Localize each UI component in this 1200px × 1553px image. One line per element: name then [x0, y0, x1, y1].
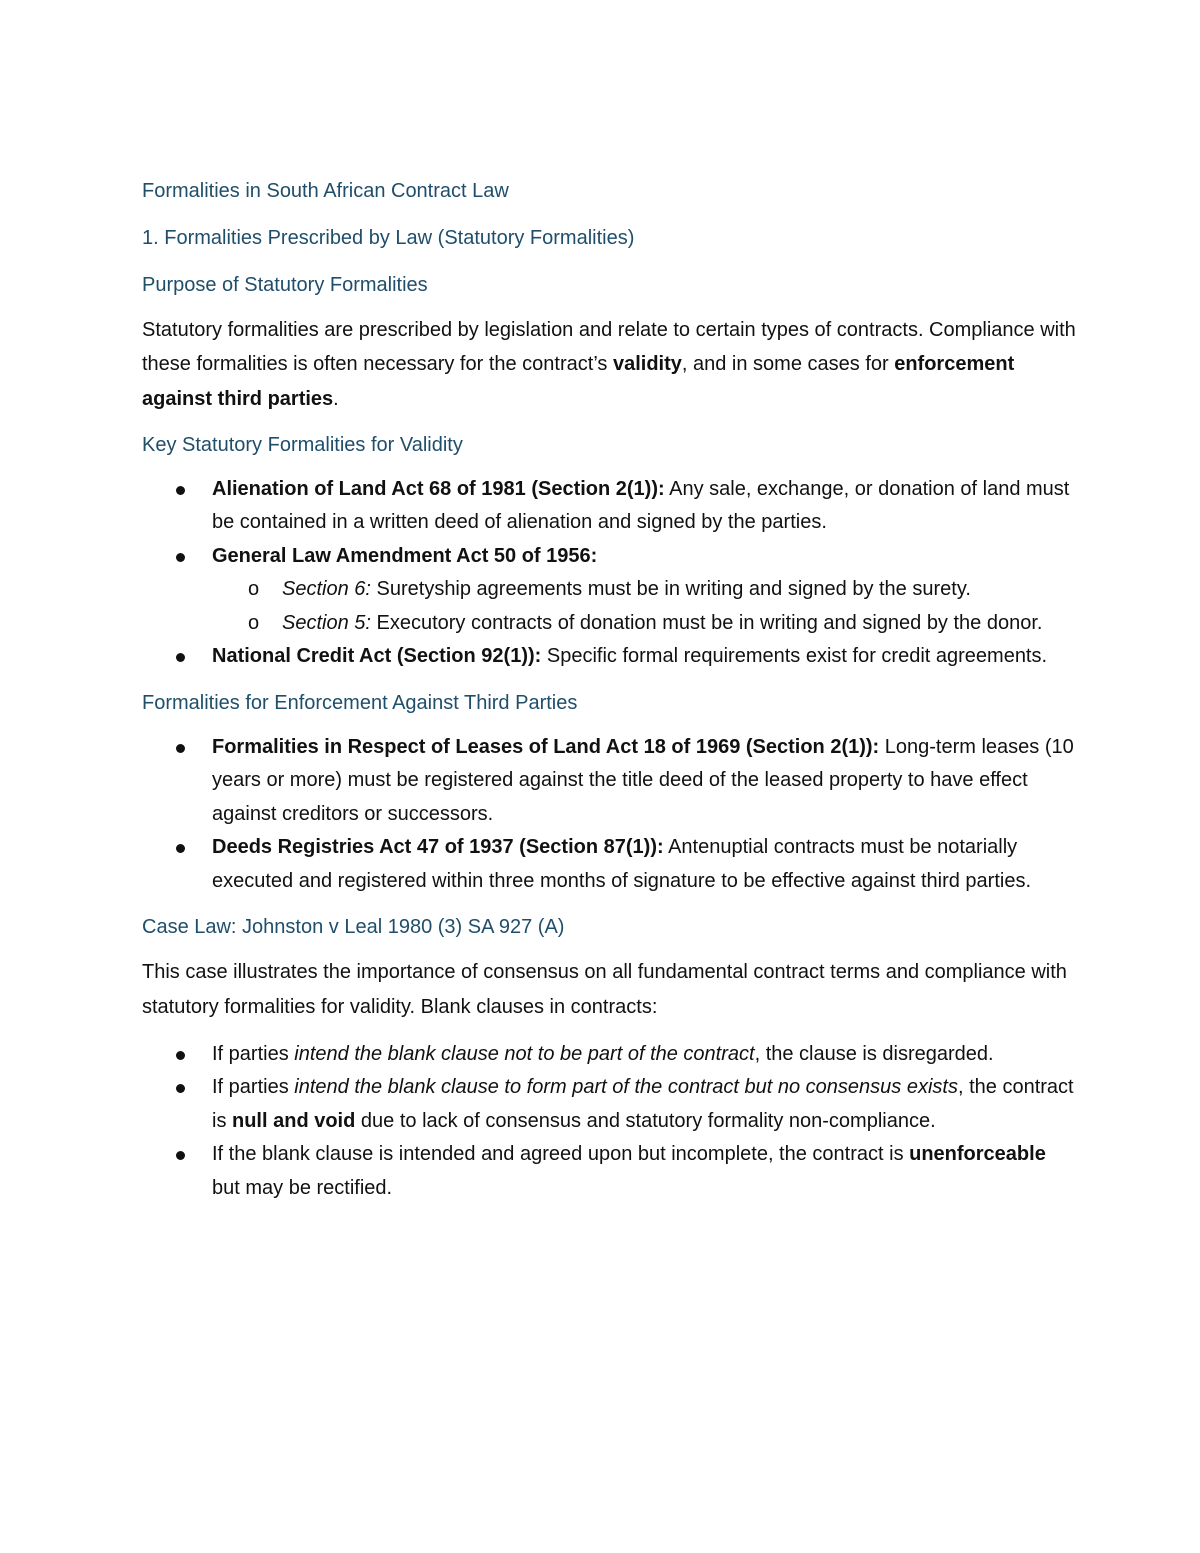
sub-list-item [212, 573, 1077, 607]
sub-list [212, 573, 1077, 640]
purpose-heading: Purpose of Statutory Formalities [142, 274, 428, 296]
case-law-list [142, 1038, 1077, 1206]
bullet-icon [176, 1051, 185, 1060]
list-item [142, 540, 1077, 574]
list-item [142, 1071, 1077, 1138]
bullet-icon [176, 1084, 185, 1093]
italic-run: intend the blank clause to form part of the contract but no consensus exists [294, 1076, 958, 1099]
bullet-icon [176, 1151, 185, 1160]
text-run: . [333, 387, 339, 410]
bold-run: enforcement against third parties [142, 353, 1015, 410]
text-run: Executory contracts of donation must be in writing and signed by the donor. [370, 611, 1043, 634]
third-parties-list [142, 731, 1077, 899]
document-title: Formalities in South African Contract Law [142, 180, 509, 202]
text-run: , the clause is disregarded. [754, 1042, 994, 1065]
text-run: , and in some cases for [681, 353, 895, 376]
bullet-icon [176, 844, 185, 853]
list-item [142, 1038, 1077, 1072]
text-run: Specific formal requirements exist for credit agreements. [541, 645, 1048, 668]
text-run: If parties [212, 1042, 295, 1065]
third-parties-heading: Formalities for Enforcement Against Third Parties [142, 691, 578, 714]
list-item [142, 731, 1077, 832]
bullet-icon [176, 744, 185, 753]
bold-run: Formalities in Respect of Leases of Land Act 18 of 1969 (Section 2(1)): [212, 735, 880, 758]
italic-run: intend the blank clause not to be part of the contract [294, 1042, 755, 1065]
text-run: but may be rectified. [212, 1176, 393, 1199]
bullet-icon [176, 486, 185, 495]
text-run: If parties [212, 1076, 295, 1099]
italic-run: Section 6: [282, 578, 371, 601]
list-item [142, 473, 1077, 540]
validity-heading: Key Statutory Formalities for Validity [142, 433, 463, 456]
text-run: Antenuptial contracts must be notarially executed and registered within three months of signature to be effective against third parties. [212, 836, 1032, 892]
text-run: due to lack of consensus and statutory formality non-compliance. [355, 1109, 936, 1132]
bold-run: National Credit Act (Section 92(1)): [212, 645, 542, 668]
text-run: , the contract is [212, 1076, 1074, 1132]
italic-run: Section 5: [282, 611, 371, 634]
text-run: Suretyship agreements must be in writing and signed by the surety. [370, 578, 971, 601]
text-run: If the blank clause is intended and agreed upon but incomplete, the contract is [212, 1143, 910, 1166]
circle-bullet-icon: o [248, 578, 260, 601]
text-run: Any sale, exchange, or donation of land must be contained in a written deed of alienation and signed by the parties. [212, 477, 1070, 534]
section-heading: 1. Formalities Prescribed by Law (Statutory Formalities) [142, 227, 635, 249]
bold-run: null and void [232, 1109, 356, 1132]
bullet-icon [176, 653, 185, 662]
bullet-icon [176, 553, 185, 562]
bold-run: Alienation of Land Act 68 of 1981 (Section 2(1)): [212, 477, 665, 500]
bold-run: unenforceable [909, 1143, 1046, 1166]
sub-list-item [212, 607, 1077, 641]
list-item [142, 1138, 1077, 1205]
document-content [142, 176, 1077, 1219]
list-item [142, 640, 1077, 674]
text-run: Long-term leases (10 years or more) must be registered against the title deed of the leased property to have effect against creditors or successors. [212, 735, 1074, 825]
bold-run: validity [612, 353, 682, 376]
case-law-intro: This case illustrates the importance of consensus on all fundamental contract terms and compliance with statutory formalities for validity. Blank clauses in contracts: [142, 961, 1067, 1018]
text-run: Statutory formalities are prescribed by legislation and relate to certain types of contracts. Compliance with these formalities is often necessary for the contract’s [142, 319, 1076, 376]
list-item [142, 831, 1077, 898]
sub-list-container [142, 573, 1077, 640]
case-law-heading: Case Law: Johnston v Leal 1980 (3) SA 927 (A) [142, 916, 565, 939]
validity-list [142, 473, 1077, 674]
circle-bullet-icon: o [248, 611, 260, 634]
bold-run: General Law Amendment Act 50 of 1956: [212, 544, 598, 567]
bold-run: Deeds Registries Act 47 of 1937 (Section 87(1)): [212, 836, 664, 859]
purpose-paragraph [142, 313, 1077, 416]
